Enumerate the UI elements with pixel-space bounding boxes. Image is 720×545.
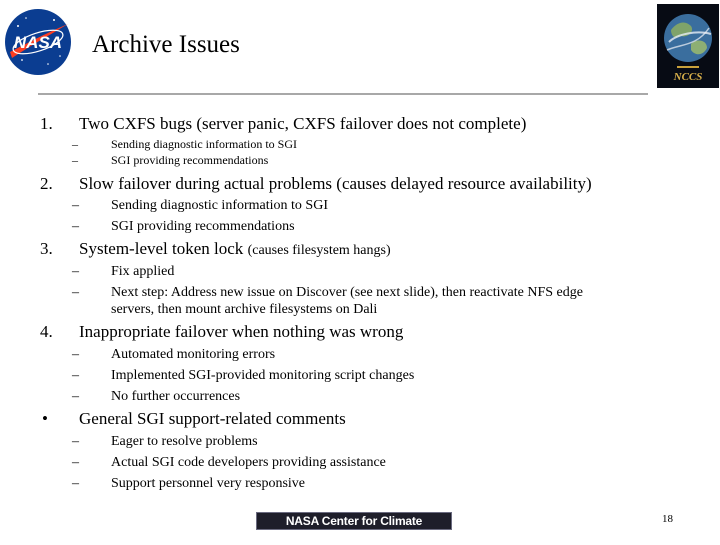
item-heading: Slow failover during actual problems (causes delayed resource availability): [79, 174, 592, 193]
sub-item-text: Implemented SGI-provided monitoring script changes: [111, 368, 415, 383]
item-heading-text: System-level token lock: [79, 239, 244, 258]
page-number: 18: [662, 513, 673, 525]
dash-marker: –: [72, 153, 78, 167]
sub-item-text: No further occurrences: [111, 389, 241, 404]
item-heading: [79, 239, 391, 259]
sub-item-text: Eager to resolve problems: [111, 434, 258, 449]
item-marker: 1.: [40, 114, 53, 133]
slide-title: Archive Issues: [92, 31, 240, 58]
item-marker: 3.: [40, 239, 53, 258]
nccs-badge-text: NCCS: [673, 71, 703, 83]
dash-marker: –: [72, 198, 79, 213]
sub-item-text: Actual SGI code developers providing assistance: [111, 455, 386, 470]
nasa-logo-text: NASA: [13, 33, 63, 52]
sub-item-text: Sending diagnostic information to SGI: [111, 198, 328, 213]
dash-marker: –: [72, 389, 79, 404]
title-divider: [38, 93, 648, 95]
dash-marker: –: [72, 434, 79, 449]
nasa-logo: [4, 8, 72, 76]
sub-item-text: Support personnel very responsive: [111, 476, 306, 491]
dash-marker: –: [72, 264, 79, 279]
sub-item-text: Sending diagnostic information to SGI: [111, 137, 297, 151]
sub-item-text: servers, then mount archive filesystems on Dali: [111, 302, 378, 317]
sub-item-text: Automated monitoring errors: [111, 347, 276, 362]
nccs-footer-banner: NASA Center for Climate Simulation: [256, 512, 452, 530]
nccs-globe-badge: [657, 4, 719, 88]
dash-marker: –: [72, 347, 79, 362]
dash-marker: –: [72, 285, 79, 300]
dash-marker: –: [72, 368, 79, 383]
sub-item-text: SGI providing recommendations: [111, 153, 269, 167]
item-heading: Inappropriate failover when nothing was wrong: [79, 322, 404, 341]
item-heading: Two CXFS bugs (server panic, CXFS failover does not complete): [79, 114, 527, 133]
sub-item-text: Fix applied: [111, 264, 175, 279]
dash-marker: –: [72, 137, 78, 151]
item-heading-note: (causes filesystem hangs): [247, 243, 391, 258]
item-heading: General SGI support-related comments: [79, 409, 346, 428]
item-marker: 4.: [40, 322, 53, 341]
bullet-marker: •: [42, 409, 48, 428]
item-marker: 2.: [40, 174, 53, 193]
dash-marker: –: [72, 219, 79, 234]
dash-marker: –: [72, 455, 79, 470]
sub-item-text: Next step: Address new issue on Discover (see next slide), then reactivate NFS edge: [111, 285, 583, 300]
dash-marker: –: [72, 476, 79, 491]
sub-item-text: SGI providing recommendations: [111, 219, 295, 234]
